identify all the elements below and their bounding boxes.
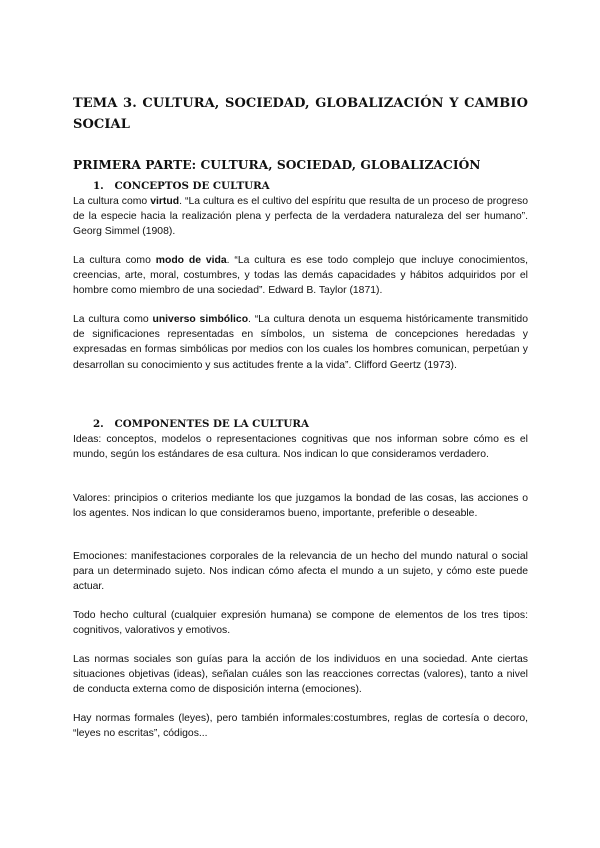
paragraph-cultura-modo-de-vida bbox=[73, 253, 528, 299]
section-heading-componentes bbox=[93, 417, 523, 431]
paragraph-hecho-cultural: Todo hecho cultural (cualquier expresión humana) se compone de elementos de los tres tipos: cognitivos, valorativos y emotivos. bbox=[73, 610, 528, 637]
paragraph-valores: Valores: principios o criterios mediante los que juzgamos la bondad de las cosas, las acciones o los agentes. Nos indican lo que consideramos bueno, importante, preferible o deseable. bbox=[73, 493, 528, 520]
text-run: . “La cultura denota un esquema históricamente transmitido de significaciones representadas en símbolos, un sistema de concepciones heredadas y expresadas en formas simbólicas por medios con los cuales los hombres comunican, perpetúan y desarrollan su conocimiento y sus actitudes frente a la vida”. Clifford Geertz (1973). bbox=[73, 314, 528, 371]
section-title: CONCEPTOS DE CULTURA bbox=[114, 180, 270, 192]
bold-term: virtud bbox=[150, 196, 180, 207]
part-heading: PRIMERA PARTE: CULTURA, SOCIEDAD, GLOBALIZACIÓN bbox=[73, 157, 481, 172]
document-title: TEMA 3. CULTURA, SOCIEDAD, GLOBALIZACIÓN Y CAMBIO SOCIAL bbox=[73, 96, 528, 132]
text-run: La cultura como bbox=[73, 255, 156, 266]
paragraph-emociones: Emociones: manifestaciones corporales de la relevancia de un hecho del mundo natural o social para un determinado sujeto. Nos indican cómo afecta el mundo a un sujeto, y cómo este puede actuar. bbox=[73, 551, 528, 593]
section-heading-conceptos bbox=[93, 179, 523, 193]
text-run: La cultura como bbox=[73, 196, 151, 207]
section-number: 1. bbox=[93, 180, 104, 192]
paragraph-cultura-universo-simbolico bbox=[73, 312, 528, 373]
paragraph-normas-formales: Hay normas formales (leyes), pero también informales:costumbres, reglas de cortesía o decoro, “leyes no escritas”, códigos... bbox=[73, 713, 528, 740]
paragraph-normas-sociales: Las normas sociales son guías para la acción de los individuos en una sociedad. Ante ciertas situaciones objetivas (ideas), señalan cuáles son las reacciones correctas (valores), tanto a nivel de conducta externa como de disposición interna (emociones). bbox=[73, 654, 528, 696]
section-number: 2. bbox=[93, 418, 104, 430]
text-run: La cultura como bbox=[73, 314, 153, 325]
section-title: COMPONENTES DE LA CULTURA bbox=[114, 418, 309, 430]
text-run: . “La cultura es el cultivo del espíritu que resulta de un proceso de progreso de la especie hacia la realización plena y perfecta de la verdadera naturaleza del ser humano”. Georg Simmel (1908). bbox=[73, 196, 528, 238]
paragraph-ideas: Ideas: conceptos, modelos o representaciones cognitivas que nos informan sobre cómo es el mundo, según los estándares de esa cultura. Nos indican lo que consideramos verdadero. bbox=[73, 434, 528, 461]
bold-term: modo de vida bbox=[155, 255, 227, 266]
bold-term: universo simbólico bbox=[152, 314, 249, 325]
paragraph-cultura-virtud bbox=[73, 194, 528, 240]
text-run: . “La cultura es ese todo complejo que incluye conocimientos, creencias, arte, moral, costumbres, y todas las demás capacidades y hábitos adquiridos por el hombre como miembro de una sociedad”. Edward B. Taylor (1871). bbox=[73, 255, 528, 297]
